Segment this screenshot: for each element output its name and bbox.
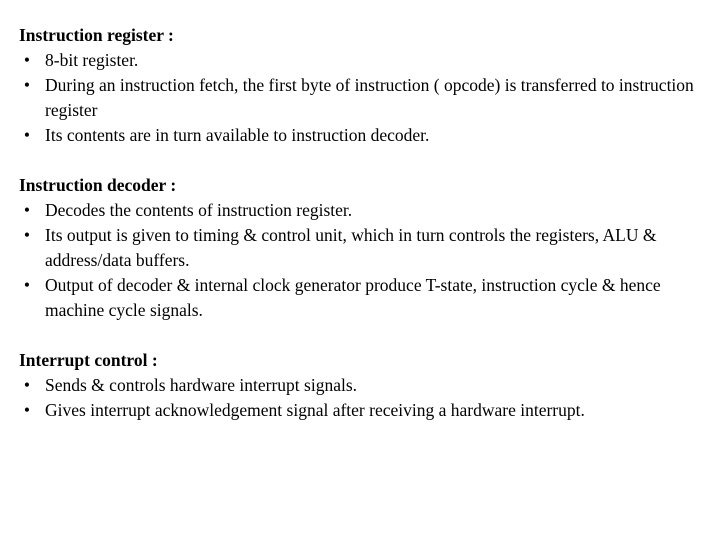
- section-heading: Interrupt control :: [19, 350, 158, 370]
- slide-content: [19, 23, 709, 423]
- list-item: [19, 273, 709, 323]
- bullet-icon: •: [23, 275, 31, 295]
- bullet-list: [19, 48, 709, 148]
- section-instruction-decoder: [19, 173, 709, 323]
- bullet-text: Its output is given to timing & control unit, which in turn controls the registers, ALU & address/data buffers.: [45, 225, 657, 270]
- section-heading: Instruction decoder :: [19, 175, 177, 195]
- bullet-list: [19, 198, 709, 323]
- bullet-icon: •: [23, 400, 31, 420]
- bullet-text: During an instruction fetch, the first byte of instruction ( opcode) is transferred to instruction register: [45, 75, 694, 120]
- list-item: [19, 73, 709, 123]
- bullet-list: [19, 373, 709, 423]
- bullet-text: Sends & controls hardware interrupt signals.: [45, 375, 358, 395]
- list-item: [19, 398, 709, 423]
- list-item: [19, 223, 709, 273]
- bullet-text: Gives interrupt acknowledgement signal after receiving a hardware interrupt.: [45, 400, 585, 420]
- bullet-icon: •: [23, 75, 31, 95]
- bullet-icon: •: [23, 200, 31, 220]
- list-item: [19, 123, 709, 148]
- bullet-icon: •: [23, 50, 31, 70]
- section-interrupt-control: [19, 348, 709, 423]
- list-item: [19, 373, 709, 398]
- bullet-icon: •: [23, 225, 31, 245]
- bullet-text: Output of decoder & internal clock generator produce T-state, instruction cycle & hence machine cycle signals.: [45, 275, 661, 320]
- list-item: [19, 198, 709, 223]
- section-instruction-register: [19, 23, 709, 148]
- bullet-icon: •: [23, 375, 31, 395]
- bullet-icon: •: [23, 125, 31, 145]
- bullet-text: Decodes the contents of instruction register.: [45, 200, 353, 220]
- section-heading: Instruction register :: [19, 25, 174, 45]
- list-item: [19, 48, 709, 73]
- bullet-text: 8-bit register.: [45, 50, 139, 70]
- bullet-text: Its contents are in turn available to instruction decoder.: [45, 125, 430, 145]
